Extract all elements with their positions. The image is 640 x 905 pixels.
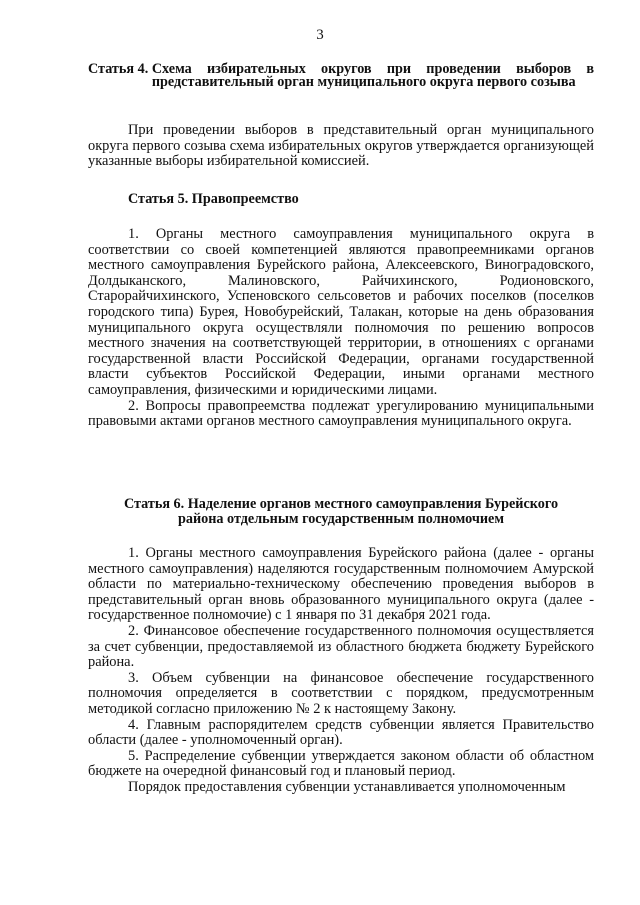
article-4-title: Схема избирательных округов при проведении выборов в представительный орган муниципального округа первого созыва [151, 61, 594, 90]
article-6-paragraph-4: 4. Главным распорядителем средств субвенции является Правительство области (далее - уполномоченный орган). [88, 716, 594, 749]
article-4-label: Статья 4. [88, 61, 149, 77]
article-5-paragraph-1: 1. Органы местного самоуправления муниципального округа в соответствии со своей компетенцией являются правопреемниками органов местного самоуправления Бурейского района, Алексеевского, Виноградовского, Долдыканского, Малиновского, Райчихинского, Родионовского, Старорайчихинского, Успеновского сельсоветов и рабочих поселков (поселков городского типа) Бурея, Новобурейский, Талакан, которые на день образования муниципального округа осуществляли полномочия по решению вопросов местного значения на соответствующей территории, в отношениях с органами государственной власти Российской Федерации, органами государственной власти субъектов Российской Федерации, иными органами местного самоуправления, физическими и юридическими лицами. [88, 226, 594, 398]
article-4-heading [88, 63, 594, 89]
article-5-body [88, 227, 594, 430]
article-6-heading-block [88, 497, 594, 527]
article-6-paragraph-3: 3. Объем субвенции на финансовое обеспечение государственного полномочия определяется в соответствии с порядком, предусмотренным методикой согласно приложению № 2 к настоящему Закону. [88, 669, 594, 717]
article-6-paragraph-5: 5. Распределение субвенции утверждается законом области об областном бюджете на очередной финансовый год и плановый период. [88, 747, 594, 780]
article-6-paragraph-2: 2. Финансовое обеспечение государственного полномочия осуществляется за счет субвенции, предоставляемой из областного бюджета бюджету Бурейского района. [88, 622, 594, 671]
page-number: 3 [316, 27, 324, 43]
article-6-body [88, 546, 594, 796]
article-6-heading-line-2: района отдельным государственным полномочием [177, 511, 505, 527]
article-5-heading-block [88, 193, 594, 206]
article-6-heading-line-1: Статья 6. Наделение органов местного самоуправления Бурейского [123, 496, 559, 512]
article-4-body [88, 123, 594, 170]
article-5-paragraph-2: 2. Вопросы правопреемства подлежат урегулированию муниципальными правовыми актами органов местного самоуправления муниципального округа. [88, 397, 594, 430]
article-6-paragraph-6: Порядок предоставления субвенции устанавливается уполномоченным [128, 778, 566, 795]
article-4-paragraph-1: При проведении выборов в представительный орган муниципального округа первого созыва схема избирательных округов утверждается организующей указанные выборы избирательной комиссией. [88, 122, 594, 170]
article-5-heading: Статья 5. Правопреемство [128, 191, 299, 207]
article-6-paragraph-1: 1. Органы местного самоуправления Бурейского района (далее - органы местного самоуправления) наделяются государственным полномочием Амурской области по материально-техническому обеспечению проведения выборов в представительный орган вновь образованного муниципального округа (далее - государственное полномочие) с 1 января по 31 декабря 2021 года. [88, 545, 594, 624]
